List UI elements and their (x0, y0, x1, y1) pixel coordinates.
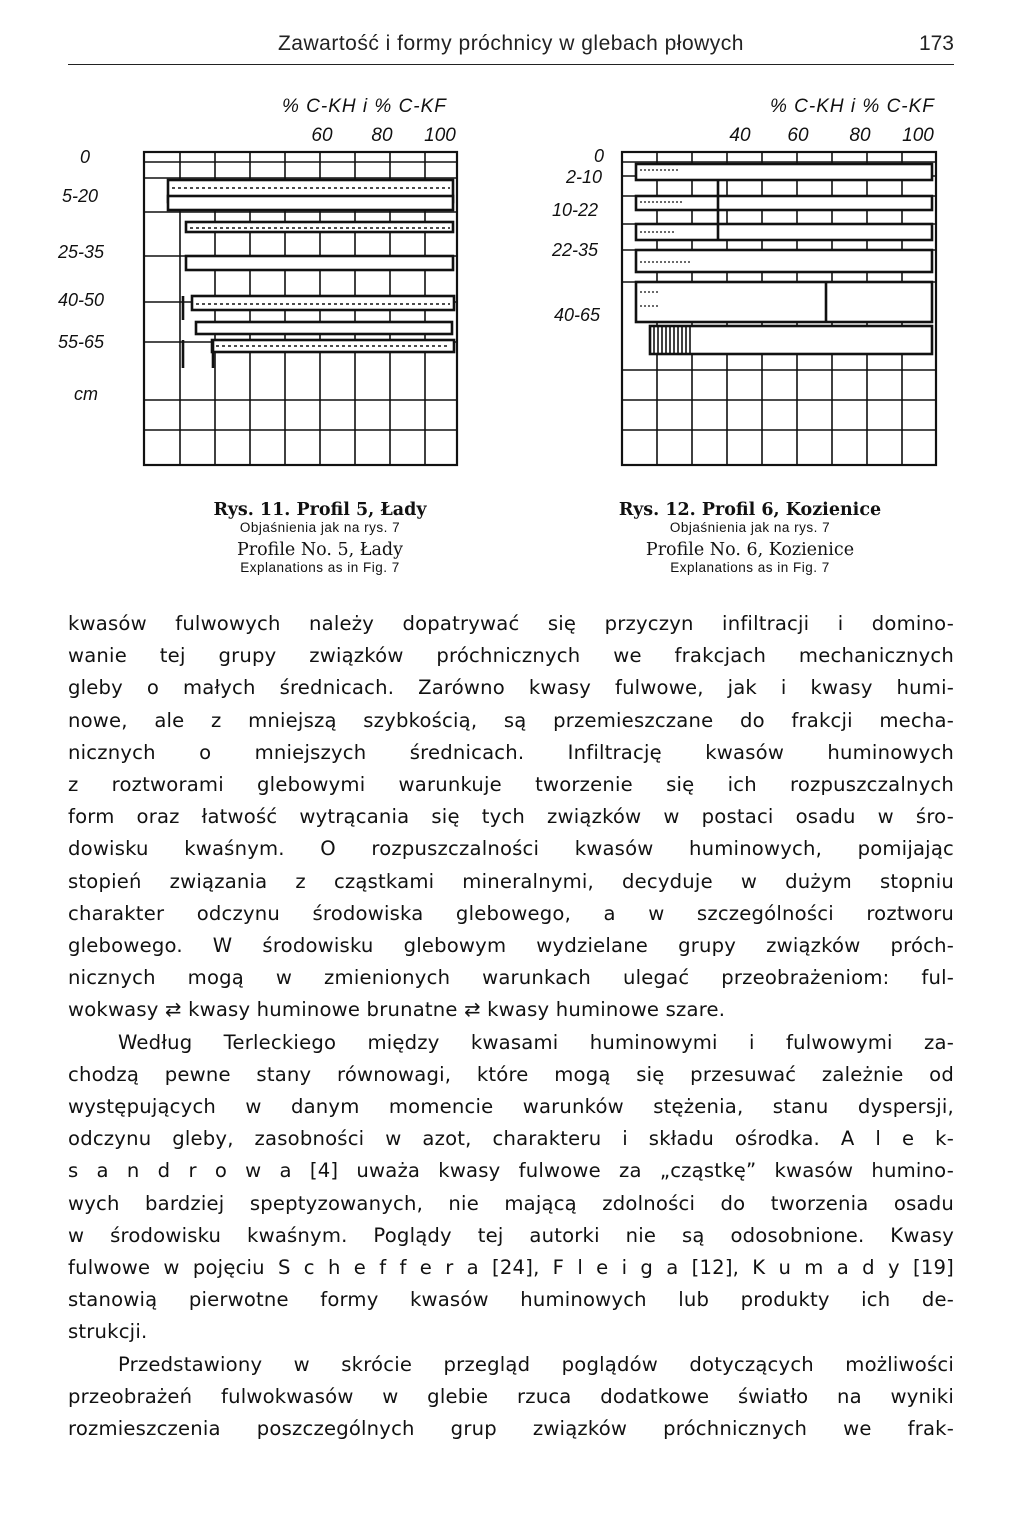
figure-11-depth-25-35: 25-35 (58, 242, 105, 262)
figure-12-axis-title: % C-KH i % C-KF (770, 96, 935, 117)
figure-12-caption-pl: Rys. 12. Profil 6, Kozienice (618, 500, 882, 520)
figure-12-depth-10-22: 10-22 (552, 200, 599, 220)
figure-11-caption-pl: Rys. 11. Profil 5, Łady (213, 500, 427, 520)
p3-line: rozmieszczenia poszczególnych grup związków próchnicznych we frak- (68, 1417, 954, 1441)
figure-12-caption-en: Profile No. 6, Kozienice (645, 539, 855, 560)
p1-line: form oraz łatwość wytrącania się tych związków w postaci osadu w śro- (68, 805, 954, 829)
p2-line: s a n d r o w a [4] uważa kwasy fulwowe za „cząstkę” kwasów humino- (68, 1159, 954, 1183)
p2-line: występujących w danym momencie warunków stężenia, stanu dyspersji, (68, 1095, 954, 1119)
figure-11-caption-pl-note: Objaśnienia jak na rys. 7 (239, 520, 401, 536)
figure-11-depth-unit: cm (74, 384, 98, 404)
p3-line: Przedstawiony w skrócie przegląd poglądów dotyczących możliwości (118, 1352, 954, 1376)
figure-11-depth-40-50: 40-50 (58, 290, 105, 310)
page-number: 173 (918, 32, 954, 55)
p1-line: wokwasy ⇄ kwasy huminowe brunatne ⇄ kwasy huminowe szare. (68, 998, 726, 1022)
p2-line: stanowią pierwotne formy kwasów huminowych lub produkty ich de- (68, 1288, 954, 1312)
figure-11-depth-55-65: 55-65 (58, 332, 105, 352)
figure-12-tick-80: 80 (849, 125, 871, 146)
figure-11-tick-60: 60 (311, 125, 333, 146)
figure-11-axis-title: % C-KH i % C-KF (282, 96, 447, 117)
p1-line: glebowego. W środowisku glebowym wydzielane grupy związków próch- (68, 934, 954, 958)
p1-line: dowisku kwaśnym. O rozpuszczalności kwasów huminowych, pomijając (68, 837, 954, 861)
figure-11-tick-100: 100 (424, 125, 456, 146)
figure-12-depth-22-35: 22-35 (552, 240, 599, 260)
p3-line: przeobrażeń fulwokwasów w glebie rzuca dodatkowe światło na wyniki (68, 1384, 954, 1408)
p1-line: nicznych mogą w zmienionych warunkach ulegać przeobrażeniom: ful- (68, 966, 954, 990)
p2-line: Według Terleckiego między kwasami huminowymi i fulwowymi za- (118, 1030, 954, 1054)
figure-11-depth-0: 0 (80, 147, 91, 167)
p2-line: fulwowe w pojęciu S c h e f f e r a [24], F l e i g a [12], K u m a d y [19] (68, 1256, 954, 1280)
p2-line: wych bardziej speptyzowanych, nie mającą zdolności do tworzenia osadu (68, 1191, 954, 1215)
p1-line: gleby o małych średnicach. Zarówno kwasy fulwowe, jak i kwasy humi- (68, 676, 954, 700)
figure-11-caption-en: Profile No. 5, Łady (236, 539, 404, 560)
p2-line: strukcji. (68, 1320, 148, 1344)
figure-12-caption (560, 500, 940, 575)
figure-12 (0, 0, 1024, 600)
running-title: Zawartość i formy próchnicy w glebach płowych (277, 32, 744, 55)
figure-11-tick-80: 80 (371, 125, 393, 146)
figure-12-tick-100: 100 (902, 125, 934, 146)
figure-12-caption-en-note: Explanations as in Fig. 7 (670, 559, 830, 575)
p1-line: wanie tej grupy związków próchnicznych we frakcjach mechanicznych (68, 644, 954, 668)
figure-12-depth-0: 0 (594, 146, 605, 166)
p1-line: stopień związania z cząstkami mineralnymi, decyduje w dużym stopniu (68, 869, 954, 893)
p1-line: kwasów fulwowych należy dopatrywać się przyczyn infiltracji i domino- (68, 612, 954, 635)
figure-12-caption-pl-note: Objaśnienia jak na rys. 7 (669, 520, 831, 536)
p2-line: odczynu gleby, zasobności w azot, charakteru i składu ośrodka. A l e k- (68, 1127, 954, 1151)
figure-11-caption-en-note: Explanations as in Fig. 7 (240, 559, 400, 575)
p1-line: nicznych o mniejszych średnicach. Infiltrację kwasów huminowych (68, 740, 954, 764)
p2-line: w środowisku kwaśnym. Poglądy tej autorki nie są odosobnione. Kwasy (68, 1223, 954, 1247)
figure-11-depth-5-20: 5-20 (62, 186, 99, 206)
figure-12-tick-60: 60 (787, 125, 809, 146)
p1-line: charakter odczynu środowiska glebowego, a w szczególności roztworu (68, 901, 954, 925)
figure-12-depth-40-65: 40-65 (554, 305, 601, 325)
p2-line: chodzą pewne stany równowagi, które mogą się przesuwać zależnie od (68, 1062, 954, 1086)
body-text (68, 608, 954, 1445)
figure-12-tick-40: 40 (729, 125, 751, 146)
p1-line: z roztworami glebowymi warunkuje tworzenie się ich rozpuszczalnych (68, 773, 954, 797)
figure-12-depth-2-10: 2-10 (566, 167, 603, 187)
p1-line: nowe, ale z mniejszą szybkością, są przemieszczane do frakcji mecha- (68, 708, 954, 732)
